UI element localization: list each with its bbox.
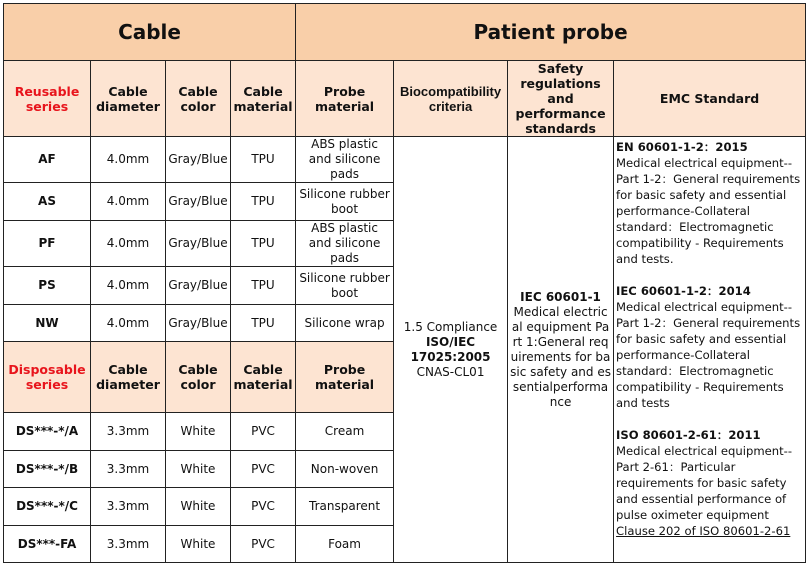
cable-material-header: Cable material — [231, 342, 296, 413]
emc-title: ISO 80601-2-61：2011 — [616, 428, 761, 442]
emc-title: EN 60601-1-2：2015 — [616, 140, 748, 154]
cable-diameter-header: Cable diameter — [91, 342, 166, 413]
color-cell: White — [166, 488, 231, 526]
material-cell: TPU — [231, 305, 296, 342]
diameter-cell: 3.3mm — [91, 451, 166, 488]
color-cell: Gray/Blue — [166, 221, 231, 267]
emc-title: IEC 60601-1-2：2014 — [616, 284, 751, 298]
probe-cell: ABS plastic and silicone pads — [296, 137, 394, 183]
probe-cell: Silicone wrap — [296, 305, 394, 342]
bio-line3: CNAS-CL01 — [416, 364, 485, 379]
color-cell: White — [166, 413, 231, 451]
safety-cell — [508, 137, 614, 563]
material-cell: PVC — [231, 413, 296, 451]
bio-standard: ISO/IEC 17025:2005 — [410, 334, 491, 364]
color-cell: Gray/Blue — [166, 305, 231, 342]
cable-color-header: Cable color — [166, 61, 231, 137]
material-cell: TPU — [231, 183, 296, 221]
probe-material-header: Probe material — [296, 342, 394, 413]
diameter-cell: 4.0mm — [91, 183, 166, 221]
material-cell: TPU — [231, 221, 296, 267]
cable-header: Cable — [4, 4, 296, 61]
series-cell: PS — [4, 267, 91, 305]
color-cell: Gray/Blue — [166, 267, 231, 305]
color-cell: White — [166, 526, 231, 563]
diameter-cell: 4.0mm — [91, 305, 166, 342]
series-cell: NW — [4, 305, 91, 342]
color-cell: White — [166, 451, 231, 488]
series-cell: PF — [4, 221, 91, 267]
safety-header: Safety regulations and performance standards — [508, 61, 614, 137]
emc-cell — [614, 137, 806, 563]
diameter-cell: 4.0mm — [91, 221, 166, 267]
probe-cell: Silicone rubber boot — [296, 183, 394, 221]
probe-material-header: Probe material — [296, 61, 394, 137]
probe-cell: Cream — [296, 413, 394, 451]
spec-table — [3, 3, 806, 563]
disposable-series-header: Disposable series — [4, 342, 91, 413]
diameter-cell: 4.0mm — [91, 267, 166, 305]
material-cell: TPU — [231, 267, 296, 305]
series-cell: AS — [4, 183, 91, 221]
color-cell: Gray/Blue — [166, 137, 231, 183]
probe-cell: Transparent — [296, 488, 394, 526]
probe-cell: Silicone rubber boot — [296, 267, 394, 305]
diameter-cell: 3.3mm — [91, 526, 166, 563]
emc-header: EMC Standard — [614, 61, 806, 137]
biocompatibility-header: Biocompatibility criteria — [394, 61, 508, 137]
biocompatibility-cell — [394, 137, 508, 563]
diameter-cell: 4.0mm — [91, 137, 166, 183]
material-cell: TPU — [231, 137, 296, 183]
emc-note: Clause 202 of ISO 80601-2-61 — [616, 524, 791, 538]
diameter-cell: 3.3mm — [91, 413, 166, 451]
safety-text: Medical electrical equipment Part 1:General requirements for basic safety and essentialperformance — [510, 304, 611, 409]
reusable-series-header: Reusable series — [4, 61, 91, 137]
series-cell: DS***-FA — [4, 526, 91, 563]
cable-color-header: Cable color — [166, 342, 231, 413]
color-cell: Gray/Blue — [166, 183, 231, 221]
probe-cell: ABS plastic and silicone pads — [296, 221, 394, 267]
emc-text: Medical electrical equipment--Part 2-61：Particular requirements for basic safety and essential performance of pulse oximeter equipment — [616, 444, 793, 522]
emc-text: Medical electrical equipment--Part 1-2：General requirements for basic safety and essential performance-Collateral standard：Electromagnetic compatibility - Requirements and tests. — [616, 156, 801, 266]
probe-cell: Non-woven — [296, 451, 394, 488]
material-cell: PVC — [231, 526, 296, 563]
diameter-cell: 3.3mm — [91, 488, 166, 526]
probe-cell: Foam — [296, 526, 394, 563]
cable-material-header: Cable material — [231, 61, 296, 137]
material-cell: PVC — [231, 488, 296, 526]
series-cell: DS***-*/A — [4, 413, 91, 451]
cable-diameter-header: Cable diameter — [91, 61, 166, 137]
material-cell: PVC — [231, 451, 296, 488]
series-cell: DS***-*/B — [4, 451, 91, 488]
patient-probe-header: Patient probe — [296, 4, 806, 61]
series-cell: AF — [4, 137, 91, 183]
safety-title: IEC 60601-1 — [520, 289, 601, 304]
bio-line1: 1.5 Compliance — [403, 319, 498, 334]
emc-text: Medical electrical equipment--Part 1-2：General requirements for basic safety and essential performance-Collateral standard：Electromagnetic compatibility - Requirements and tests — [616, 300, 801, 410]
table-row — [4, 137, 806, 183]
series-cell: DS***-*/C — [4, 488, 91, 526]
